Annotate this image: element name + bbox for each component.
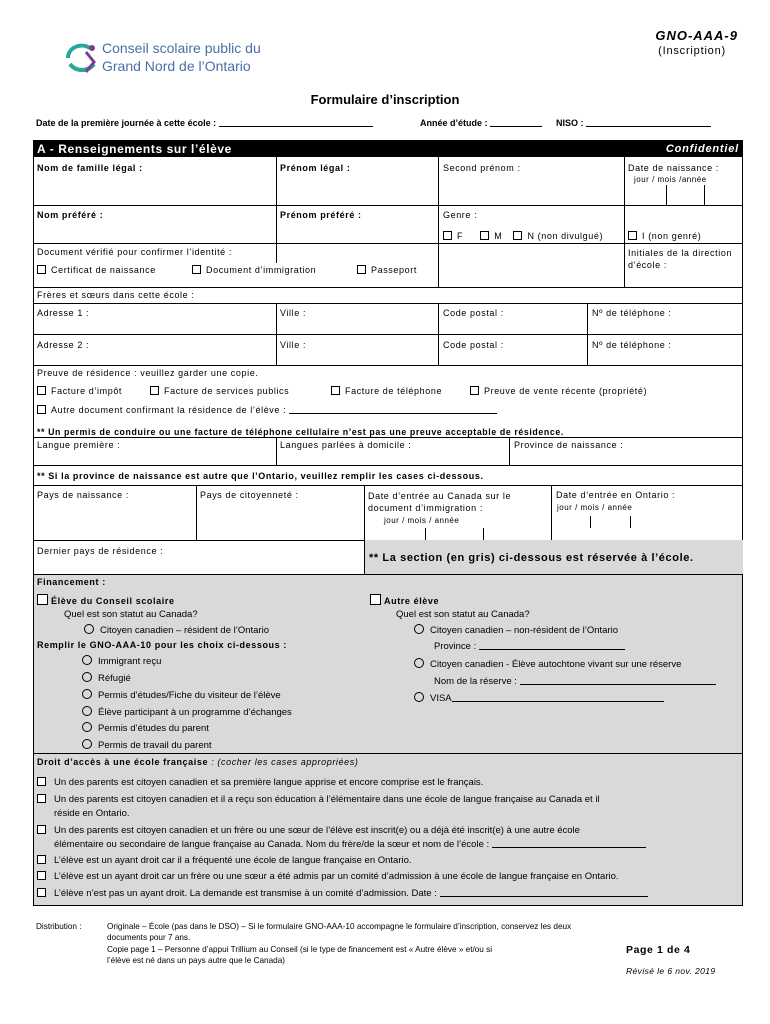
first-day-label: Date de la première journée à cette école :	[36, 118, 217, 128]
province-label: Province :	[434, 641, 477, 652]
gender-options	[443, 231, 603, 241]
doc-passport-option	[357, 265, 417, 275]
other-doc-field[interactable]	[289, 405, 497, 414]
fill-aaa10-note: Remplir le GNO-AAA-10 pour les choix ci-dessous :	[37, 640, 287, 650]
right4-checkbox[interactable]	[37, 855, 46, 864]
distribution-line2: documents pour 7 ans.	[107, 933, 191, 942]
other-student-checkbox[interactable]	[370, 594, 381, 605]
funding-left-radio[interactable]	[82, 672, 92, 682]
right6-checkbox[interactable]	[37, 888, 46, 897]
visa-label: VISA	[430, 693, 452, 704]
initials-label: Initiales de la direction d’école :	[628, 248, 733, 270]
other-doc-checkbox[interactable]	[37, 405, 46, 414]
outside-note: ** Si la province de naissance est autre que l’Ontario, veuillez remplir les cases ci-dessous.	[37, 471, 484, 481]
niso-row	[556, 118, 711, 128]
reserve-label: Nom de la réserve :	[434, 676, 517, 687]
tax-label: Facture d’impôt	[51, 386, 123, 396]
postal2-label: Code postal :	[443, 340, 504, 350]
logo	[62, 36, 272, 80]
preferred-name-label: Nom préféré :	[37, 210, 104, 220]
province-row	[434, 641, 625, 652]
form-code: GNO-AAA-9	[655, 28, 738, 43]
confidential-label: Confidentiel	[665, 143, 739, 155]
form-subtitle: (Inscription)	[658, 45, 726, 57]
distribution-line1: Originale – École (pas dans le DSO) – Si le formulaire GNO-AAA-10 accompagne le formulaire d’inscription, conservez les deux	[107, 922, 572, 931]
native-radio[interactable]	[414, 658, 424, 668]
sale-label: Preuve de vente récente (propriété)	[484, 386, 648, 396]
right3-option	[37, 825, 580, 836]
section-a-header	[33, 140, 743, 157]
school-only-note: ** La section (en gris) ci-dessous est réservée à l’école.	[369, 552, 694, 564]
logo-mark-icon	[62, 36, 102, 80]
gender-f-checkbox[interactable]	[443, 231, 452, 240]
preferred-first-name-label: Prénom préféré :	[280, 210, 362, 220]
niso-label: NISO :	[556, 118, 584, 128]
school-year-label: Année d’étude :	[420, 118, 488, 128]
funding-left-option	[82, 689, 281, 701]
funding-left-label: Permis de travail du parent	[98, 740, 212, 751]
school-only-banner	[364, 540, 743, 574]
sale-option	[470, 386, 647, 396]
right3-cont-row	[54, 839, 646, 850]
entry-ontario-label: Date d’entrée en Ontario :	[556, 490, 676, 500]
doc-immigration-label: Document d’immigration	[206, 265, 317, 275]
funding-left-label: Permis d’études/Fiche du visiteur de l’élève	[98, 690, 281, 701]
doc-passport-label: Passeport	[371, 265, 417, 275]
legal-first-name-label: Prénom légal :	[280, 163, 351, 173]
middle-name-label: Second prénom :	[443, 163, 521, 173]
birth-date-label: Date de naissance :	[628, 163, 719, 173]
citizen-resident-radio[interactable]	[84, 624, 94, 634]
native-option	[414, 658, 681, 670]
gender-n-label: N (non divulgué)	[527, 231, 604, 241]
tax-checkbox[interactable]	[37, 386, 46, 395]
funding-left-option	[82, 672, 131, 684]
utility-label: Facture de services publics	[164, 386, 290, 396]
board-student-option	[37, 594, 175, 606]
phone-bill-label: Facture de téléphone	[345, 386, 443, 396]
school-year-row	[420, 118, 542, 128]
school-year-field[interactable]	[490, 118, 542, 127]
gender-n-checkbox[interactable]	[513, 231, 522, 240]
funding-left-radio[interactable]	[82, 689, 92, 699]
legal-last-name-label: Nom de famille légal :	[37, 163, 143, 173]
logo-line1: Conseil scolaire public du	[102, 40, 261, 56]
nonresident-option	[414, 624, 618, 636]
phone-bill-option	[331, 386, 442, 396]
citizenship-label: Pays de citoyenneté :	[200, 490, 299, 500]
niso-field[interactable]	[586, 118, 711, 127]
funding-left-label: Élève participant à un programme d’échanges	[98, 707, 292, 718]
board-student-label: Élève du Conseil scolaire	[51, 596, 175, 606]
right4-option	[37, 855, 412, 866]
tax-option	[37, 386, 122, 396]
right2-label-cont: réside en Ontario.	[54, 808, 130, 819]
nonresident-label: Citoyen canadien – non-résident de l’Ontario	[430, 625, 619, 636]
phone1-label: Nº de téléphone :	[592, 308, 672, 318]
birth-province-label: Province de naissance :	[514, 440, 624, 450]
right6-label: L’élève n’est pas un ayant droit. La demande est transmise à un comité d’admission. Date :	[54, 888, 437, 899]
funding-left-radio[interactable]	[82, 722, 92, 732]
last-country-label: Dernier pays de résidence :	[37, 546, 164, 556]
sale-checkbox[interactable]	[470, 386, 479, 395]
admission-date-field[interactable]	[440, 888, 648, 897]
funding-left-label: Réfugié	[98, 673, 131, 684]
right1-checkbox[interactable]	[37, 777, 46, 786]
rights-title: Droit d’accès à une école française	[37, 757, 209, 767]
city1-label: Ville :	[280, 308, 307, 318]
right1-label: Un des parents est citoyen canadien et sa première langue apprise et encore comprise est le français.	[54, 777, 484, 788]
birth-country-label: Pays de naissance :	[37, 490, 129, 500]
right2-label: Un des parents est citoyen canadien et il a reçu son éducation à l’élémentaire dans une école de langue française au Canada et il	[54, 794, 600, 805]
right6-option	[37, 888, 648, 899]
doc-passport-checkbox[interactable]	[357, 265, 366, 274]
funding-left-option	[82, 706, 292, 718]
funding-left-radio[interactable]	[82, 706, 92, 716]
right5-option	[37, 871, 619, 882]
first-day-field[interactable]	[219, 118, 373, 127]
reserve-row	[434, 676, 716, 687]
funding-title: Financement :	[37, 577, 106, 587]
city2-label: Ville :	[280, 340, 307, 350]
distribution-label: Distribution :	[36, 922, 82, 931]
doc-birth-label: Certificat de naissance	[51, 265, 156, 275]
gender-label: Genre :	[443, 210, 478, 220]
nonresident-radio[interactable]	[414, 624, 424, 634]
citizen-resident-label: Citoyen canadien – résident de l’Ontario	[100, 625, 269, 636]
funding-left-option	[82, 722, 209, 734]
doc-birth-checkbox[interactable]	[37, 265, 46, 274]
funding-left-option	[82, 739, 212, 751]
gender-i-label: I (non genré)	[642, 231, 702, 241]
reserve-field[interactable]	[520, 676, 716, 685]
first-day-row	[36, 118, 373, 128]
entry-canada-format: jour / mois / année	[384, 516, 460, 525]
address2-label: Adresse 2 :	[37, 340, 90, 350]
postal1-label: Code postal :	[443, 308, 504, 318]
right5-checkbox[interactable]	[37, 871, 46, 880]
doc-immigration-checkbox[interactable]	[192, 265, 201, 274]
residence-warning: ** Un permis de conduire ou une facture de téléphone cellulaire n’est pas une preuve acceptable de résidence.	[37, 427, 564, 437]
other-doc-label: Autre document confirmant la résidence de l’élève :	[51, 405, 287, 415]
status-question-right: Quel est son statut au Canada?	[396, 609, 530, 620]
doc-birth-option	[37, 265, 156, 275]
other-doc-option	[37, 405, 497, 415]
gender-f-label: F	[457, 231, 464, 241]
right2-checkbox[interactable]	[37, 794, 46, 803]
funding-left-option	[82, 655, 161, 667]
rights-title-note: : (cocher les cases appropriées)	[211, 757, 359, 767]
visa-radio[interactable]	[414, 692, 424, 702]
doc-verified-label: Document vérifié pour confirmer l’identité :	[37, 247, 232, 257]
logo-line2: Grand Nord de l’Ontario	[102, 58, 251, 74]
right3-checkbox[interactable]	[37, 825, 46, 834]
page-title: Formulaire d’inscription	[310, 92, 460, 107]
board-student-checkbox[interactable]	[37, 594, 48, 605]
status-question-left: Quel est son statut au Canada?	[64, 609, 198, 620]
native-label: Citoyen canadien - Élève autochtone vivant sur une réserve	[430, 659, 682, 670]
funding-left-radio[interactable]	[82, 655, 92, 665]
section-a-title: A - Renseignements sur l’élève	[37, 142, 232, 156]
address1-label: Adresse 1 :	[37, 308, 90, 318]
birth-date-format: jour / mois /année	[634, 175, 707, 184]
province-field[interactable]	[479, 641, 625, 650]
siblings-label: Frères et sœurs dans cette école :	[37, 290, 195, 300]
citizen-resident-option	[84, 624, 269, 636]
gender-i-checkbox[interactable]	[628, 231, 637, 240]
right4-label: L’élève est un ayant droit car il a fréquenté une école de langue française en Ontario.	[54, 855, 412, 866]
right5-label: L’élève est un ayant droit car un frère ou une sœur a été admis par un comité d’admission à une école de langue française en Ontario.	[54, 871, 619, 882]
phone-bill-checkbox[interactable]	[331, 386, 340, 395]
revised-date: Révisé le 6 nov. 2019	[626, 966, 716, 976]
entry-ontario-format: jour / mois / année	[557, 503, 633, 512]
utility-checkbox[interactable]	[150, 386, 159, 395]
visa-field[interactable]	[452, 693, 664, 702]
distribution-line4: l’élève est né dans un pays autre que le Canada)	[107, 956, 285, 965]
distribution-line3: Copie page 1 – Personne d’appui Trillium au Conseil (si le type de financement est « Autre élève » et/ou si	[107, 945, 493, 954]
residence-proof-label: Preuve de résidence : veuillez garder une copie.	[37, 368, 259, 378]
utility-option	[150, 386, 289, 396]
sibling-school-field[interactable]	[492, 839, 646, 848]
right3-label: Un des parents est citoyen canadien et un frère ou une sœur de l’élève est inscrit(e) ou a déjà été inscrit(e) à une autre école	[54, 825, 580, 836]
home-languages-label: Langues parlées à domicile :	[280, 440, 412, 450]
entry-canada-label: Date d’entrée au Canada sur le document d’immigration :	[368, 491, 512, 513]
funding-left-radio[interactable]	[82, 739, 92, 749]
page-number: Page 1 de 4	[626, 944, 691, 956]
other-student-option	[370, 594, 439, 606]
funding-left-label: Immigrant reçu	[98, 656, 162, 667]
right2-option	[37, 794, 600, 805]
gender-m-label: M	[494, 231, 503, 241]
right3-label-cont: élémentaire ou secondaire de langue française au Canada. Nom du frère/de la sœur et nom de l’école :	[54, 839, 490, 850]
right1-option	[37, 777, 483, 788]
phone2-label: Nº de téléphone :	[592, 340, 672, 350]
other-student-label: Autre élève	[384, 596, 440, 606]
rights-title-row	[37, 757, 358, 767]
funding-left-label: Permis d’études du parent	[98, 723, 209, 734]
gender-i-option	[628, 231, 701, 241]
visa-option	[414, 692, 664, 704]
gender-m-checkbox[interactable]	[480, 231, 489, 240]
doc-immigration-option	[192, 265, 316, 275]
first-language-label: Langue première :	[37, 440, 121, 450]
